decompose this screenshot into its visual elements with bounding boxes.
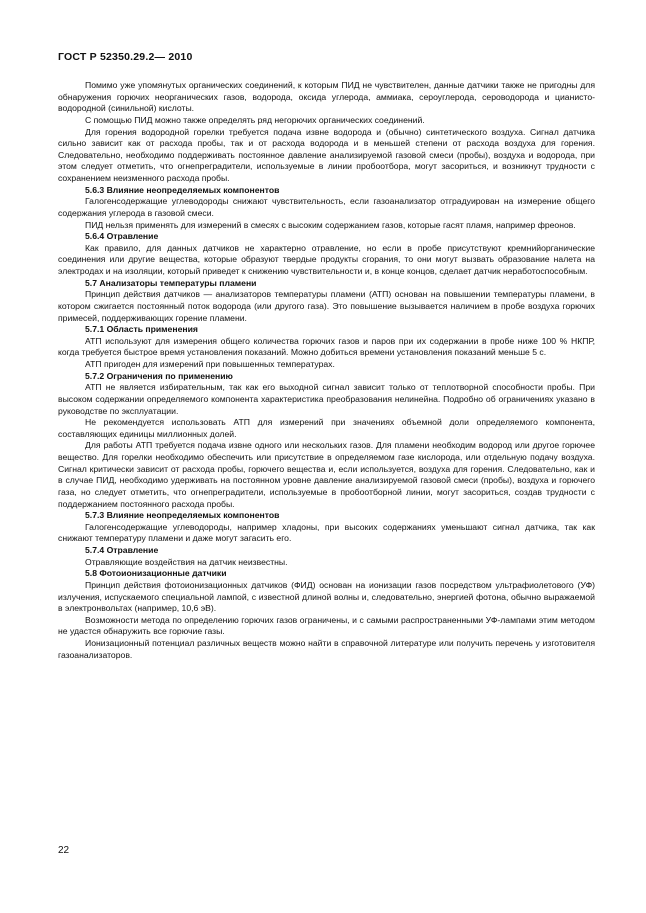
section-heading: 5.7 Анализаторы температуры пламени (85, 277, 257, 288)
section-heading: 5.7.3 Влияние неопределяемых компонентов (85, 510, 280, 521)
paragraph: Принцип действия фотоионизационных датчиков (ФИД) основан на ионизации газов посредством ультрафиолетового (УФ) излучения, испускаемого специальной лампой, с известной длиной волны и, следовательно, энергией фотона, обычно выражаемой в электронвольтах (например, 10,6 эВ). (58, 579, 595, 614)
paragraph: АТП используют для измерения общего количества горючих газов и паров при их содержании в пробе ниже 100 % НКПР, когда требуется быстрое время установления показаний. Можно добиться времени установления показаний меньше 5 с. (58, 335, 595, 358)
section-heading: 5.7.1 Область применения (85, 324, 198, 335)
document-body (58, 80, 595, 661)
section-heading: 5.7.4 Отравление (85, 545, 159, 555)
paragraph: Галогенсодержащие углеводороды снижают чувствительность, если газоанализатор отградуирован на измерение общего содержания углерода в газовой смеси. (58, 196, 595, 218)
section-heading: 5.8 Фотоионизационные датчики (85, 568, 227, 579)
paragraph: Ионизационный потенциал различных веществ можно найти в справочной литературе или получить перечень у изготовителя газоанализаторов. (58, 638, 595, 660)
paragraph: Не рекомендуется использовать АТП для измерений при значениях объемной доли определяемого компонента, составляющих единицы миллионных долей. (58, 417, 595, 439)
document-header: ГОСТ Р 52350.29.2— 2010 (58, 51, 193, 63)
paragraph: Принцип действия датчиков — анализаторов температуры пламени (АТП) основан на повышении температуры пламени, в котором сжигается постоянный поток водорода (или другого газа). Это повышение вызывается наличием в пробе воздуха горючих примесей, поддерживающих горение пламени. (58, 289, 595, 323)
page-number: 22 (58, 845, 70, 856)
paragraph: Помимо уже упомянутых органических соединений, к которым ПИД не чувствителен, данные датчики также не пригодны для обнаружения горючих неорганических газов, водорода, оксида углерода, аммиака, сероуглерода, сероводорода и цианисто-водородной (синильной) кислоты. (58, 80, 595, 114)
paragraph: Как правило, для данных датчиков не характерно отравление, но если в пробе присутствуют кремнийорганические соединения или другие вещества, которые образуют твердые продукты сгорания, то они могут вызвать образование налета на электродах и на изоляции, который приведет к снижению чувствительности и, в конце концов, сделает датчик неработоспособным. (58, 242, 595, 276)
paragraph: Для работы АТП требуется подача извне одного или нескольких газов. Для пламени необходим водород или другое горючее вещество. Для горелки необходимо обеспечить или присутствие в определяемом газе кислорода, или отдельную подачу воздуха. Сигнал критически зависит от расхода пробы, горючего вещества и, если используется, воздуха для горения. Следовательно, как и в случае ПИД, необходимо удерживать на постоянном уровне давление анализируемой газовой смеси (пробы), воздуха и горючего газа, но следует отметить, что огнепреградители, используемые в пробоотборной линии, могут засориться, создав трудности с поддержанием постоянного расхода пробы. (58, 440, 595, 509)
paragraph: Для горения водородной горелки требуется подача извне водорода и (обычно) синтетического воздуха. Сигнал датчика сильно зависит как от расхода пробы, так и от расхода водорода и в меньшей степени от расхода воздуха для горения. Следовательно, необходимо поддерживать постоянное давление анализируемой газовой смеси (пробы), воздуха и водорода, при этом следует отметить, что огнепреградители, используемые в линии пробоотбора, могут засориться, и возникнут трудности с сохранением неизменного расхода пробы. (58, 126, 595, 183)
section-heading: 5.6.3 Влияние неопределяемых компонентов (85, 184, 280, 195)
paragraph: Возможности метода по определению горючих газов ограничены, и с самыми распространенными УФ-лампами этим методом не удастся обнаружить все горючие газы. (58, 614, 595, 637)
section-heading: 5.6.4 Отравление (85, 231, 159, 242)
paragraph: ПИД нельзя применять для измерений в смесях с высоким содержанием газов, которые гасят пламя, например фреонов. (85, 219, 576, 230)
section-heading: 5.7.2 Ограничения по применению (85, 370, 233, 381)
paragraph: АТП не является избирательным, так как его выходной сигнал зависит только от теплотворной способности пробы. При высоком содержании определяемого компонента характеристика преобразования нелинейна. Подробно об ограничениях указано в руководстве по эксплуатации. (58, 382, 595, 416)
paragraph: АТП пригоден для измерений при повышенных температурах. (85, 359, 335, 369)
paragraph: Галогенсодержащие углеводороды, например хладоны, при высоких содержаниях уменьшают сигнал датчика, так как снижают температуру пламени и даже могут загасить его. (58, 521, 595, 544)
paragraph: Отравляющие воздействия на датчик неизвестны. (85, 556, 288, 567)
paragraph: С помощью ПИД можно также определять ряд негорючих органических соединений. (85, 114, 425, 125)
